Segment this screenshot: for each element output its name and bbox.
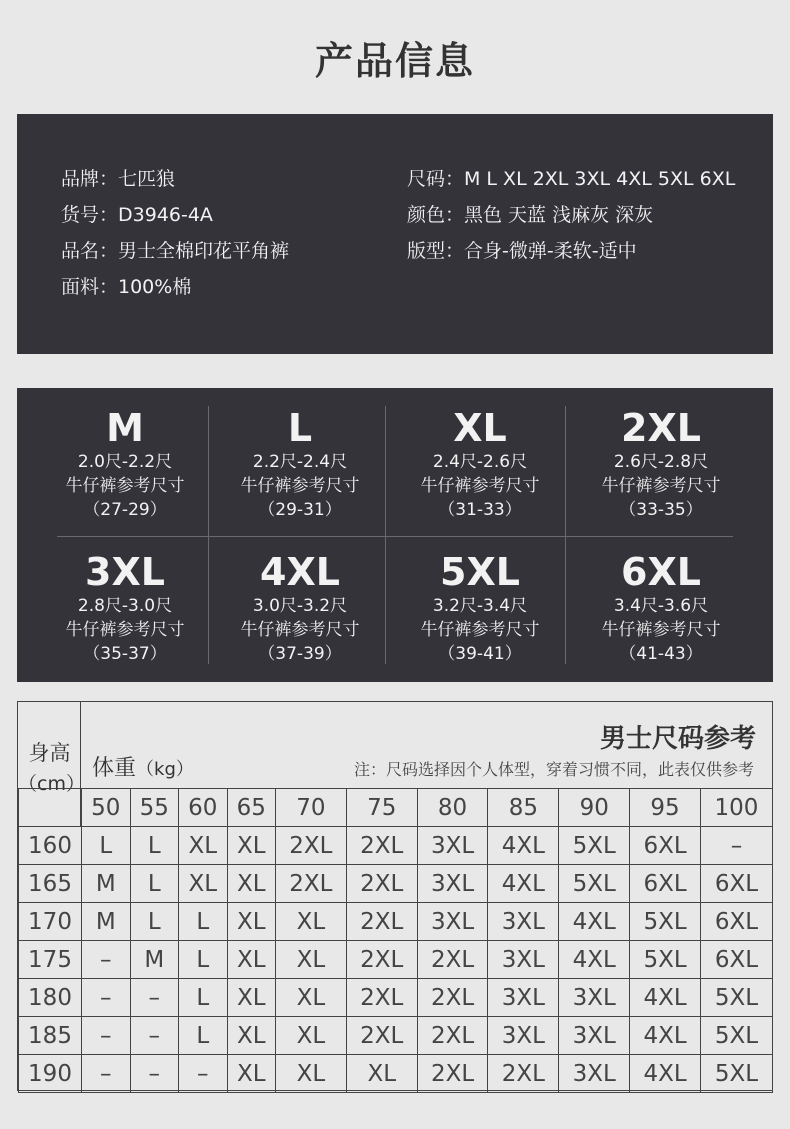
- size-ref-label: 牛仔裤参考尺寸: [420, 476, 540, 496]
- table-row: [19, 1055, 773, 1093]
- size-value-cell: 2XL: [346, 979, 417, 1017]
- size-value-cell: 3XL: [559, 1055, 630, 1093]
- product-info-right: [407, 166, 735, 274]
- size-value-cell: 2XL: [417, 1017, 488, 1055]
- size-value-cell: 2XL: [276, 865, 347, 903]
- size-value-cell: 3XL: [417, 827, 488, 865]
- size-code: XL: [453, 406, 507, 450]
- height-cell: 180: [19, 979, 82, 1017]
- size-value-cell: 3XL: [559, 979, 630, 1017]
- weight-unit: （kg）: [136, 759, 194, 780]
- size-jeans: （35-37）: [83, 644, 167, 664]
- size-value-cell: –: [82, 979, 131, 1017]
- empty-cell: [19, 789, 82, 827]
- size-code: 6XL: [621, 550, 701, 594]
- size-code: M: [106, 406, 144, 450]
- size-value-cell: 6XL: [700, 941, 772, 979]
- size-value-cell: XL: [227, 1055, 276, 1093]
- size-value-cell: 5XL: [700, 1055, 772, 1093]
- size-value-cell: 2XL: [417, 979, 488, 1017]
- divider: [57, 536, 733, 537]
- size-ref-label: 牛仔裤参考尺寸: [240, 476, 360, 496]
- info-product-name: 品名：男士全棉印花平角裤: [61, 240, 290, 262]
- size-value-cell: 2XL: [276, 827, 347, 865]
- size-value-cell: 4XL: [559, 941, 630, 979]
- size-value-cell: 2XL: [346, 941, 417, 979]
- size-ref-label: 牛仔裤参考尺寸: [601, 620, 721, 640]
- size-value-cell: 5XL: [630, 903, 701, 941]
- info-fabric: 面料：100%棉: [61, 276, 192, 298]
- size-value-cell: 5XL: [559, 827, 630, 865]
- height-cell: 170: [19, 903, 82, 941]
- size-ref-label: 牛仔裤参考尺寸: [601, 476, 721, 496]
- size-value-cell: 4XL: [559, 903, 630, 941]
- height-cell: 160: [19, 827, 82, 865]
- size-value-cell: XL: [346, 1055, 417, 1093]
- size-value-cell: –: [130, 1017, 179, 1055]
- size-jeans: （39-41）: [438, 644, 522, 664]
- size-ref-label: 牛仔裤参考尺寸: [65, 620, 185, 640]
- size-value-cell: –: [82, 941, 131, 979]
- weight-cell: 100: [700, 789, 772, 827]
- size-value-cell: 2XL: [346, 903, 417, 941]
- size-value-cell: –: [179, 1055, 228, 1093]
- weight-label: 体重: [92, 756, 137, 781]
- size-jeans: （27-29）: [83, 500, 167, 520]
- size-value-cell: 4XL: [488, 827, 559, 865]
- size-value-cell: XL: [227, 941, 276, 979]
- size-reference-table: [17, 701, 773, 1091]
- info-sizes: 尺码：M L XL 2XL 3XL 4XL 5XL 6XL: [407, 168, 736, 190]
- size-value-cell: 5XL: [630, 941, 701, 979]
- size-value-cell: XL: [227, 1017, 276, 1055]
- size-code: 5XL: [440, 550, 520, 594]
- size-value-cell: 6XL: [700, 865, 772, 903]
- table-row: [19, 903, 773, 941]
- size-waist: 2.0尺-2.2尺: [77, 452, 173, 472]
- size-value-cell: XL: [179, 827, 228, 865]
- size-value-cell: –: [130, 1055, 179, 1093]
- size-value-cell: XL: [276, 903, 347, 941]
- size-value-cell: 3XL: [488, 1017, 559, 1055]
- table-row: [19, 941, 773, 979]
- size-value-cell: 2XL: [417, 941, 488, 979]
- size-value-cell: XL: [227, 865, 276, 903]
- size-value-cell: 2XL: [417, 1055, 488, 1093]
- size-jeans: （41-43）: [619, 644, 703, 664]
- size-value-cell: XL: [276, 979, 347, 1017]
- info-fit: 版型：合身-微弹-柔软-适中: [407, 240, 637, 262]
- table-title: 男士尺码参考: [599, 724, 756, 754]
- size-value-cell: M: [130, 941, 179, 979]
- height-cell: 190: [19, 1055, 82, 1093]
- weight-cell: 70: [276, 789, 347, 827]
- size-value-cell: 4XL: [630, 979, 701, 1017]
- size-value-cell: L: [179, 979, 228, 1017]
- size-code: 2XL: [621, 406, 701, 450]
- table-row: [19, 1017, 773, 1055]
- size-value-cell: M: [82, 865, 131, 903]
- size-cell: [35, 550, 215, 666]
- size-value-cell: 2XL: [346, 827, 417, 865]
- info-brand: 品牌：七匹狼: [61, 168, 176, 190]
- page-title: 产品信息: [314, 39, 475, 83]
- size-guide-panel: [17, 388, 773, 682]
- size-value-cell: 3XL: [559, 1017, 630, 1055]
- size-grid: [18, 788, 773, 1093]
- size-cell: [571, 550, 751, 666]
- size-code: L: [287, 406, 313, 450]
- size-jeans: （37-39）: [258, 644, 342, 664]
- size-waist: 2.8尺-3.0尺: [77, 596, 173, 616]
- size-value-cell: L: [130, 865, 179, 903]
- size-value-cell: 6XL: [700, 903, 772, 941]
- size-value-cell: 3XL: [488, 903, 559, 941]
- size-waist: 2.2尺-2.4尺: [252, 452, 348, 472]
- size-value-cell: –: [82, 1017, 131, 1055]
- size-jeans: （33-35）: [619, 500, 703, 520]
- height-label: 身高: [28, 741, 71, 765]
- size-value-cell: L: [130, 903, 179, 941]
- size-value-cell: L: [130, 827, 179, 865]
- weight-header: [92, 751, 194, 782]
- size-ref-label: 牛仔裤参考尺寸: [65, 476, 185, 496]
- height-cell: 185: [19, 1017, 82, 1055]
- size-waist: 3.2尺-3.4尺: [432, 596, 528, 616]
- size-value-cell: 3XL: [488, 941, 559, 979]
- size-value-cell: M: [82, 903, 131, 941]
- size-value-cell: L: [82, 827, 131, 865]
- weight-header-row: [19, 789, 773, 827]
- size-value-cell: 6XL: [630, 865, 701, 903]
- size-value-cell: XL: [227, 903, 276, 941]
- size-code: 3XL: [85, 550, 165, 594]
- product-info-panel: [17, 114, 773, 354]
- size-cell: [571, 406, 751, 522]
- size-value-cell: 3XL: [488, 979, 559, 1017]
- size-value-cell: 5XL: [559, 865, 630, 903]
- size-value-cell: 5XL: [700, 1017, 772, 1055]
- table-row: [19, 979, 773, 1017]
- size-value-cell: 3XL: [417, 903, 488, 941]
- size-code: 4XL: [260, 550, 340, 594]
- size-ref-label: 牛仔裤参考尺寸: [240, 620, 360, 640]
- size-value-cell: L: [179, 941, 228, 979]
- info-colors: 颜色：黑色 天蓝 浅麻灰 深灰: [407, 204, 654, 226]
- size-value-cell: –: [700, 827, 772, 865]
- size-waist: 3.4尺-3.6尺: [613, 596, 709, 616]
- size-value-cell: 5XL: [700, 979, 772, 1017]
- size-cell: [35, 406, 215, 522]
- size-value-cell: L: [179, 1017, 228, 1055]
- weight-cell: 95: [630, 789, 701, 827]
- size-value-cell: 4XL: [630, 1017, 701, 1055]
- size-waist: 2.4尺-2.6尺: [432, 452, 528, 472]
- weight-cell: 50: [82, 789, 131, 827]
- size-value-cell: 2XL: [346, 865, 417, 903]
- size-ref-label: 牛仔裤参考尺寸: [420, 620, 540, 640]
- size-jeans: （29-31）: [258, 500, 342, 520]
- size-value-cell: 3XL: [417, 865, 488, 903]
- height-cell: 165: [19, 865, 82, 903]
- size-value-cell: XL: [227, 979, 276, 1017]
- weight-cell: 80: [417, 789, 488, 827]
- weight-cell: 90: [559, 789, 630, 827]
- height-cell: 175: [19, 941, 82, 979]
- size-waist: 2.6尺-2.8尺: [613, 452, 709, 472]
- size-waist: 3.0尺-3.2尺: [252, 596, 348, 616]
- size-value-cell: XL: [227, 827, 276, 865]
- weight-cell: 85: [488, 789, 559, 827]
- size-cell: [210, 406, 390, 522]
- size-jeans: （31-33）: [438, 500, 522, 520]
- size-value-cell: 2XL: [346, 1017, 417, 1055]
- product-info-left: [61, 166, 289, 310]
- weight-cell: 55: [130, 789, 179, 827]
- table-row: [19, 865, 773, 903]
- size-value-cell: –: [82, 1055, 131, 1093]
- size-value-cell: 2XL: [488, 1055, 559, 1093]
- height-unit: （cm）: [18, 773, 85, 795]
- size-value-cell: 4XL: [630, 1055, 701, 1093]
- weight-cell: 60: [179, 789, 228, 827]
- table-row: [19, 827, 773, 865]
- weight-cell: 65: [227, 789, 276, 827]
- size-value-cell: XL: [179, 865, 228, 903]
- info-item-number: 货号：D3946-4A: [61, 204, 213, 226]
- size-value-cell: –: [130, 979, 179, 1017]
- size-value-cell: XL: [276, 1017, 347, 1055]
- size-value-cell: 4XL: [488, 865, 559, 903]
- size-cell: [390, 406, 570, 522]
- size-cell: [210, 550, 390, 666]
- size-value-cell: 6XL: [630, 827, 701, 865]
- size-value-cell: XL: [276, 1055, 347, 1093]
- size-value-cell: XL: [276, 941, 347, 979]
- weight-cell: 75: [346, 789, 417, 827]
- size-cell: [390, 550, 570, 666]
- size-value-cell: L: [179, 903, 228, 941]
- table-note: 注：尺码选择因个人体型，穿着习惯不同，此表仅供参考: [353, 760, 754, 779]
